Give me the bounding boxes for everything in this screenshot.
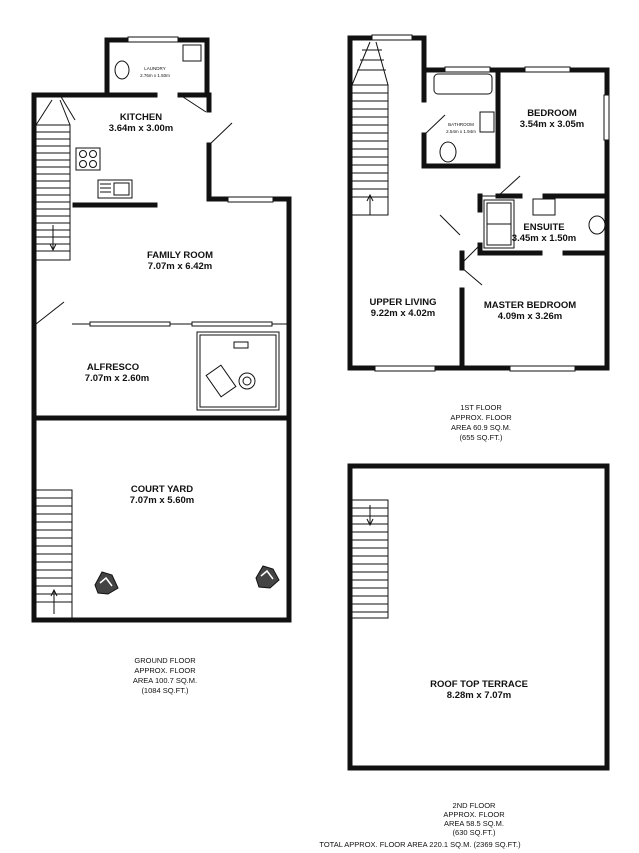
ground-floor-caption-line: GROUND FLOOR [134,656,196,665]
sliding-door [90,322,170,326]
first-floor-caption-line: APPROX. FLOOR [450,413,512,422]
first-floor-stairs [352,42,388,215]
room-size-family-room: 7.07m x 6.42m [147,261,213,272]
second-floor-caption-line: AREA 58.5 SQ.M. [443,819,505,828]
room-name-bedroom: BEDROOM [527,108,577,119]
room-size-master-bedroom: 4.09m x 3.26m [497,311,563,322]
window [372,35,412,40]
plant-icon [256,566,279,588]
toilet-icon [115,61,129,79]
room-size-court-yard: 7.07m x 5.60m [129,495,195,506]
window [525,67,570,72]
door-swing [60,95,75,120]
door-swing [440,215,460,235]
vanity-icon [480,112,494,132]
room-size-bathroom: 2.54m x 1.94m [446,129,476,134]
shower-icon [484,200,514,248]
room-name-family-room: FAMILY ROOM [147,250,213,261]
door-swing [462,268,482,285]
room-name-ensuite: ENSUITE [523,222,565,233]
room-size-kitchen: 3.64m x 3.00m [108,123,174,134]
first-floor-caption-line: (655 SQ.FT.) [459,433,503,442]
room-name-kitchen: KITCHEN [119,112,163,123]
outdoor-setting-icon [197,332,279,410]
door-swing [424,115,445,135]
sink-icon [98,180,132,198]
room-size-alfresco: 7.07m x 2.60m [84,373,150,384]
second-floor-outer-wall [350,466,607,768]
second-floor-caption-line: (630 SQ.FT.) [452,828,496,837]
door-swing [180,95,206,112]
second-floor-caption-line: APPROX. FLOOR [443,810,505,819]
sliding-door [192,322,272,326]
room-size-roof-top-terrace: 8.28m x 7.07m [446,690,512,701]
laundry-tub-icon [183,45,201,61]
room-size-ensuite: 3.45m x 1.50m [511,233,577,244]
bathtub-icon [434,74,492,94]
toilet-icon [440,142,456,162]
second-floor-caption-line: 2ND FLOOR [452,801,496,810]
ground-floor-plan [34,37,289,695]
room-name-upper-living: UPPER LIVING [369,297,437,308]
vanity-icon [533,199,555,215]
door-swing [498,176,520,196]
first-floor-caption-line: 1ST FLOOR [460,403,502,412]
room-name-roof-top-terrace: ROOF TOP TERRACE [430,679,528,690]
window [128,37,178,42]
room-name-bathroom: BATHROOM [448,122,474,127]
room-size-laundry: 2.76m x 1.50m [140,73,170,78]
cooktop-icon [76,148,100,170]
bathroom-wall [424,70,498,166]
room-size-bedroom: 3.54m x 3.05m [519,119,585,130]
window [604,95,609,140]
room-name-master-bedroom: MASTER BEDROOM [483,300,577,311]
first-floor-caption-line: AREA 60.9 SQ.M. [450,423,512,432]
window [375,366,435,371]
ground-stairs [36,100,70,260]
door-swing [209,123,232,145]
window [445,67,490,72]
room-name-alfresco: ALFRESCO [86,362,140,373]
door-swing [36,302,64,324]
room-name-laundry: LAUNDRY [144,66,166,71]
second-floor-stairs [352,500,388,618]
first-floor-plan [350,35,609,442]
ground-floor-caption-line: APPROX. FLOOR [134,666,196,675]
second-floor-plan [319,466,607,849]
courtyard-stairs [36,490,72,618]
window [510,366,575,371]
room-size-upper-living: 9.22m x 4.02m [370,308,436,319]
window [228,197,273,202]
plant-icon [95,572,118,594]
ground-floor-caption-line: AREA 100.7 SQ.M. [132,676,198,685]
toilet-icon [589,216,605,234]
room-name-court-yard: COURT YARD [130,484,194,495]
ground-floor-caption-line: (1084 SQ.FT.) [141,686,189,695]
total-floor-area: TOTAL APPROX. FLOOR AREA 220.1 SQ.M. (2369 SQ.FT.) [319,840,521,849]
